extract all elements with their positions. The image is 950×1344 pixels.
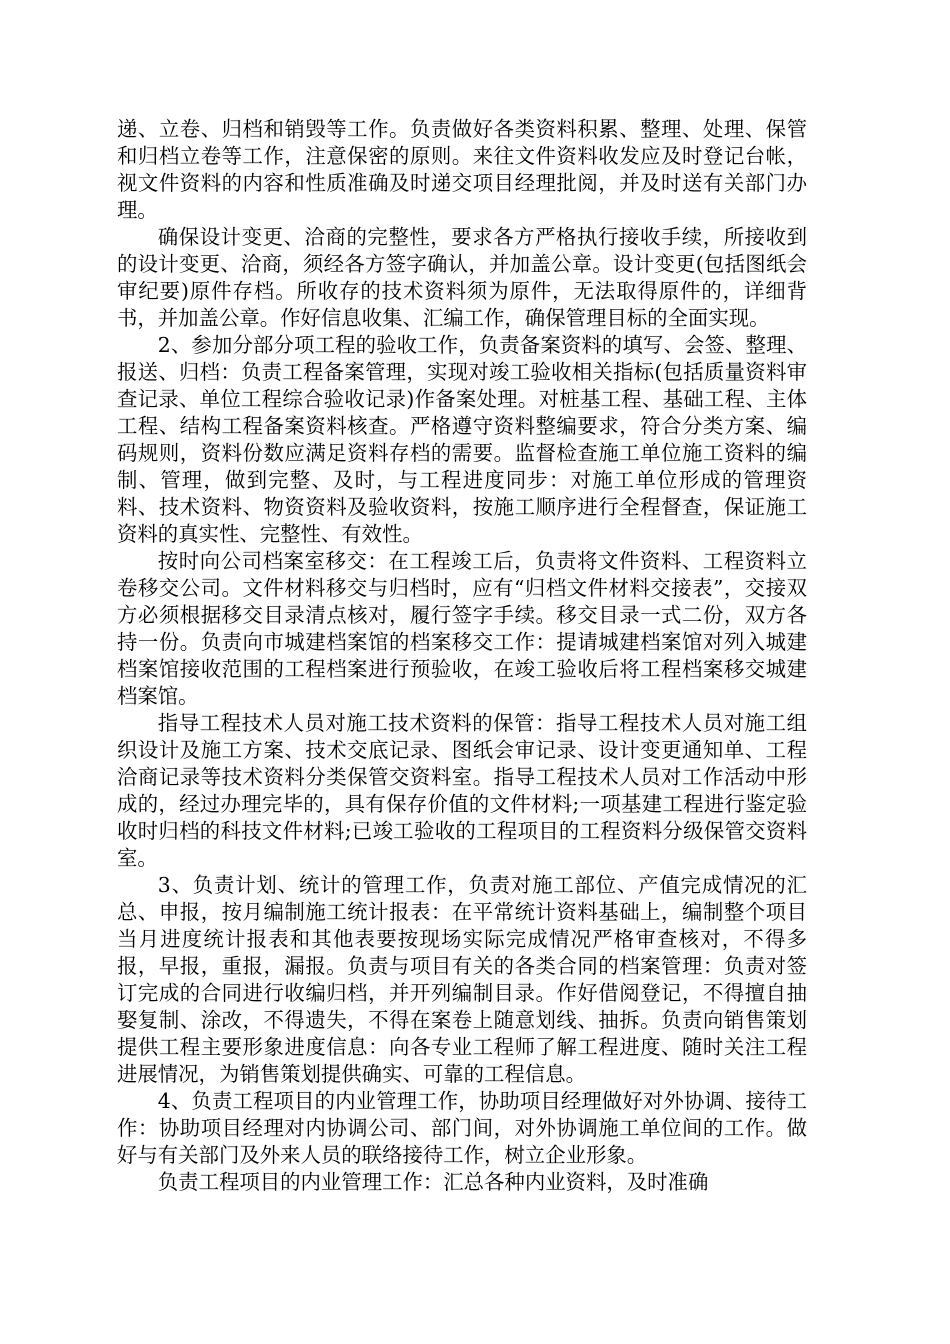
paragraph-2: 确保设计变更、洽商的完整性，要求各方严格执行接收手续，所接收到的设计变更、洽商，须经各方签字确认，并加盖公章。设计变更(包括图纸会审纪要)原件存档。所收存的技术资料须为原件，无法取得原件的，详细背书，并加盖公章。作好信息收集、汇编工作，确保管理目标的全面实现。 — [117, 225, 807, 330]
paragraph-3: 2、参加分部分项工程的验收工作，负责备案资料的填写、会签、整理、报送、归档：负责工程备案管理，实现对竣工验收相关指标(包括质量资料审查记录、单位工程综合验收记录)作备案处理。对桩基工程、基础工程、主体工程、结构工程备案资料核查。严格遵守资料整编要求，符合分类方案、编码规则，资料份数应满足资料存档的需要。监督检查施工单位施工资料的编制、管理，做到完整、及时，与工程进度同步：对施工单位形成的管理资料、技术资料、物资资料及验收资料，按施工顺序进行全程督查，保证施工资料的真实性、完整性、有效性。 — [117, 333, 807, 546]
paragraph-7: 4、负责工程项目的内业管理工作，协助项目经理做好对外协调、接待工作：协助项目经理对内协调公司、部门间，对外协调施工单位间的工作。做好与有关部门及外来人员的联络接待工作，树立企业形象。 — [117, 1089, 807, 1167]
paragraph-1: 递、立卷、归档和销毁等工作。负责做好各类资料积累、整理、处理、保管和归档立卷等工作，注意保密的原则。来往文件资料收发应及时登记台帐，视文件资料的内容和性质准确及时递交项目经理批阅，并及时送有关部门办理。 — [117, 117, 807, 222]
paragraph-4: 按时向公司档案室移交：在工程竣工后，负责将文件资料、工程资料立卷移交公司。文件材料移交与归档时，应有“归档文件材料交接表”，交接双方必须根据移交目录清点核对，履行签字手续。移交目录一式二份，双方各持一份。负责向市城建档案馆的档案移交工作：提请城建档案馆对列入城建档案馆接收范围的工程档案进行预验收，在竣工验收后将工程档案移交城建档案馆。 — [117, 549, 807, 708]
paragraph-6: 3、负责计划、统计的管理工作，负责对施工部位、产值完成情况的汇总、申报，按月编制施工统计报表：在平常统计资料基础上，编制整个项目当月进度统计报表和其他表要按现场实际完成情况严格审查核对，不得多报，早报，重报，漏报。负责与项目有关的各类合同的档案管理：负责对签订完成的合同进行收编归档，并开列编制目录。作好借阅登记，不得擅自抽娶复制、涂改，不得遗失，不得在案卷上随意划线、抽拆。负责向销售策划提供工程主要形象进度信息：向各专业工程师了解工程进度、随时关注工程进展情况，为销售策划提供确实、可靠的工程信息。 — [117, 873, 807, 1086]
document-body — [117, 116, 807, 1196]
paragraph-8: 负责工程项目的内业管理工作：汇总各种内业资料，及时准确 — [157, 1170, 709, 1194]
paragraph-5: 指导工程技术人员对施工技术资料的保管：指导工程技术人员对施工组织设计及施工方案、技术交底记录、图纸会审记录、设计变更通知单、工程洽商记录等技术资料分类保管交资料室。指导工程技术人员对工作活动中形成的，经过办理完毕的，具有保存价值的文件材料;一项基建工程进行鉴定验收时归档的科技文件材料;已竣工验收的工程项目的工程资料分级保管交资料室。 — [117, 711, 807, 870]
